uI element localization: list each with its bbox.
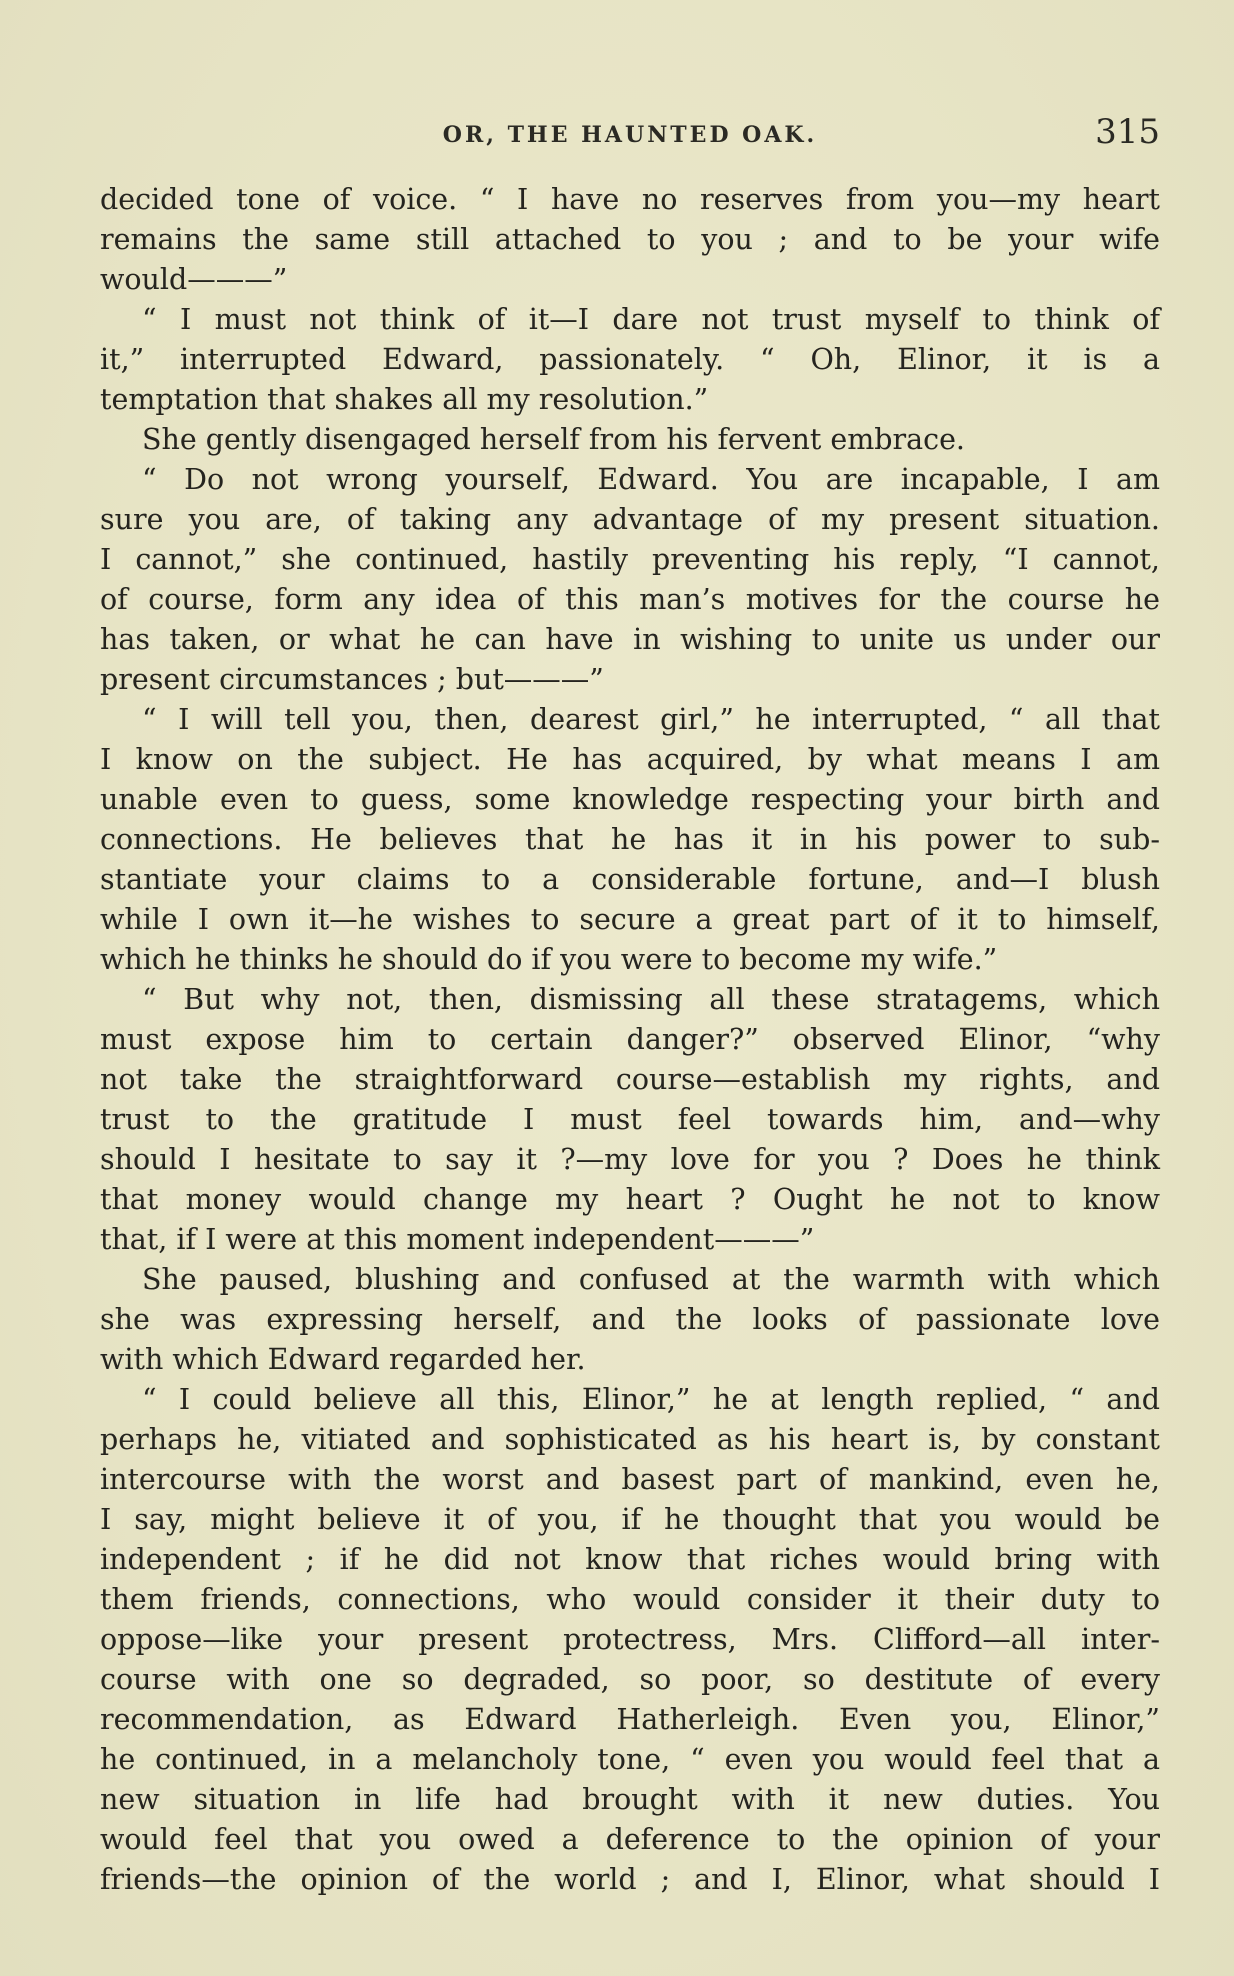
- page-header: [100, 112, 1160, 162]
- text-line: must expose him to certain danger?” observed Elinor, “why: [100, 1023, 1160, 1056]
- text-line: independent ; if he did not know that riches would bring with: [100, 1543, 1160, 1576]
- text-line: them friends, connections, who would consider it their duty to: [100, 1583, 1160, 1616]
- text-line: trust to the gratitude I must feel towards him, and—why: [100, 1103, 1160, 1136]
- text-line: temptation that shakes all my resolution.”: [100, 383, 709, 416]
- text-line: that, if I were at this moment independent———”: [100, 1223, 815, 1256]
- text-line: connections. He believes that he has it in his power to sub-: [100, 823, 1160, 856]
- text-line: she was expressing herself, and the looks of passionate love: [100, 1303, 1160, 1336]
- text-line: should I hesitate to say it ?—my love for you ? Does he think: [100, 1143, 1160, 1176]
- text-line: intercourse with the worst and basest part of mankind, even he,: [100, 1463, 1160, 1496]
- text-line: would feel that you owed a deference to the opinion of your: [100, 1823, 1160, 1856]
- text-line: with which Edward regarded her.: [100, 1343, 586, 1376]
- text-line: recommendation, as Edward Hatherleigh. Even you, Elinor,”: [100, 1703, 1160, 1736]
- text-line: new situation in life had brought with it new duties. You: [100, 1783, 1160, 1816]
- text-line: he continued, in a melancholy tone, “ even you would feel that a: [100, 1743, 1160, 1776]
- text-line: while I own it—he wishes to secure a great part of it to himself,: [100, 903, 1160, 936]
- text-line: course with one so degraded, so poor, so destitute of every: [100, 1663, 1160, 1696]
- body-text: [100, 180, 1160, 1900]
- text-line: would———”: [100, 263, 288, 296]
- running-head: OR, THE HAUNTED OAK.: [442, 122, 818, 148]
- text-line: “ I will tell you, then, dearest girl,” he interrupted, “ all that: [142, 703, 1160, 736]
- text-line: “ Do not wrong yourself, Edward. You are incapable, I am: [142, 463, 1160, 496]
- text-line: “ I must not think of it—I dare not trust myself to think of: [142, 303, 1160, 336]
- text-line: it,” interrupted Edward, passionately. “ Oh, Elinor, it is a: [100, 343, 1160, 376]
- text-line: has taken, or what he can have in wishing to unite us under our: [100, 623, 1160, 656]
- text-line: decided tone of voice. “ I have no reserves from you—my heart: [100, 183, 1160, 216]
- text-line: which he thinks he should do if you were to become my wife.”: [100, 943, 998, 976]
- text-line: She gently disengaged herself from his fervent embrace.: [142, 423, 965, 456]
- text-line: not take the straightforward course—establish my rights, and: [100, 1063, 1160, 1096]
- text-line: stantiate your claims to a considerable fortune, and—I blush: [100, 863, 1160, 896]
- text-line: I say, might believe it of you, if he thought that you would be: [100, 1503, 1160, 1536]
- text-line: I know on the subject. He has acquired, by what means I am: [100, 743, 1160, 776]
- text-line: oppose—like your present protectress, Mrs. Clifford—all inter-: [100, 1623, 1160, 1656]
- page-number: 315: [1095, 112, 1160, 152]
- text-line: unable even to guess, some knowledge respecting your birth and: [100, 783, 1160, 816]
- text-line: “ I could believe all this, Elinor,” he at length replied, “ and: [142, 1383, 1160, 1416]
- text-line: perhaps he, vitiated and sophisticated as his heart is, by constant: [100, 1423, 1160, 1456]
- text-line: friends—the opinion of the world ; and I, Elinor, what should I: [100, 1863, 1160, 1896]
- text-line: I cannot,” she continued, hastily preventing his reply, “I cannot,: [100, 543, 1160, 576]
- text-line: “ But why not, then, dismissing all these stratagems, which: [142, 983, 1160, 1016]
- text-line: She paused, blushing and confused at the warmth with which: [142, 1263, 1160, 1296]
- text-line: sure you are, of taking any advantage of my present situation.: [100, 503, 1160, 536]
- text-line: remains the same still attached to you ; and to be your wife: [100, 223, 1160, 256]
- text-line: of course, form any idea of this man’s motives for the course he: [100, 583, 1160, 616]
- text-line: that money would change my heart ? Ought he not to know: [100, 1183, 1160, 1216]
- text-line: present circumstances ; but———”: [100, 663, 604, 696]
